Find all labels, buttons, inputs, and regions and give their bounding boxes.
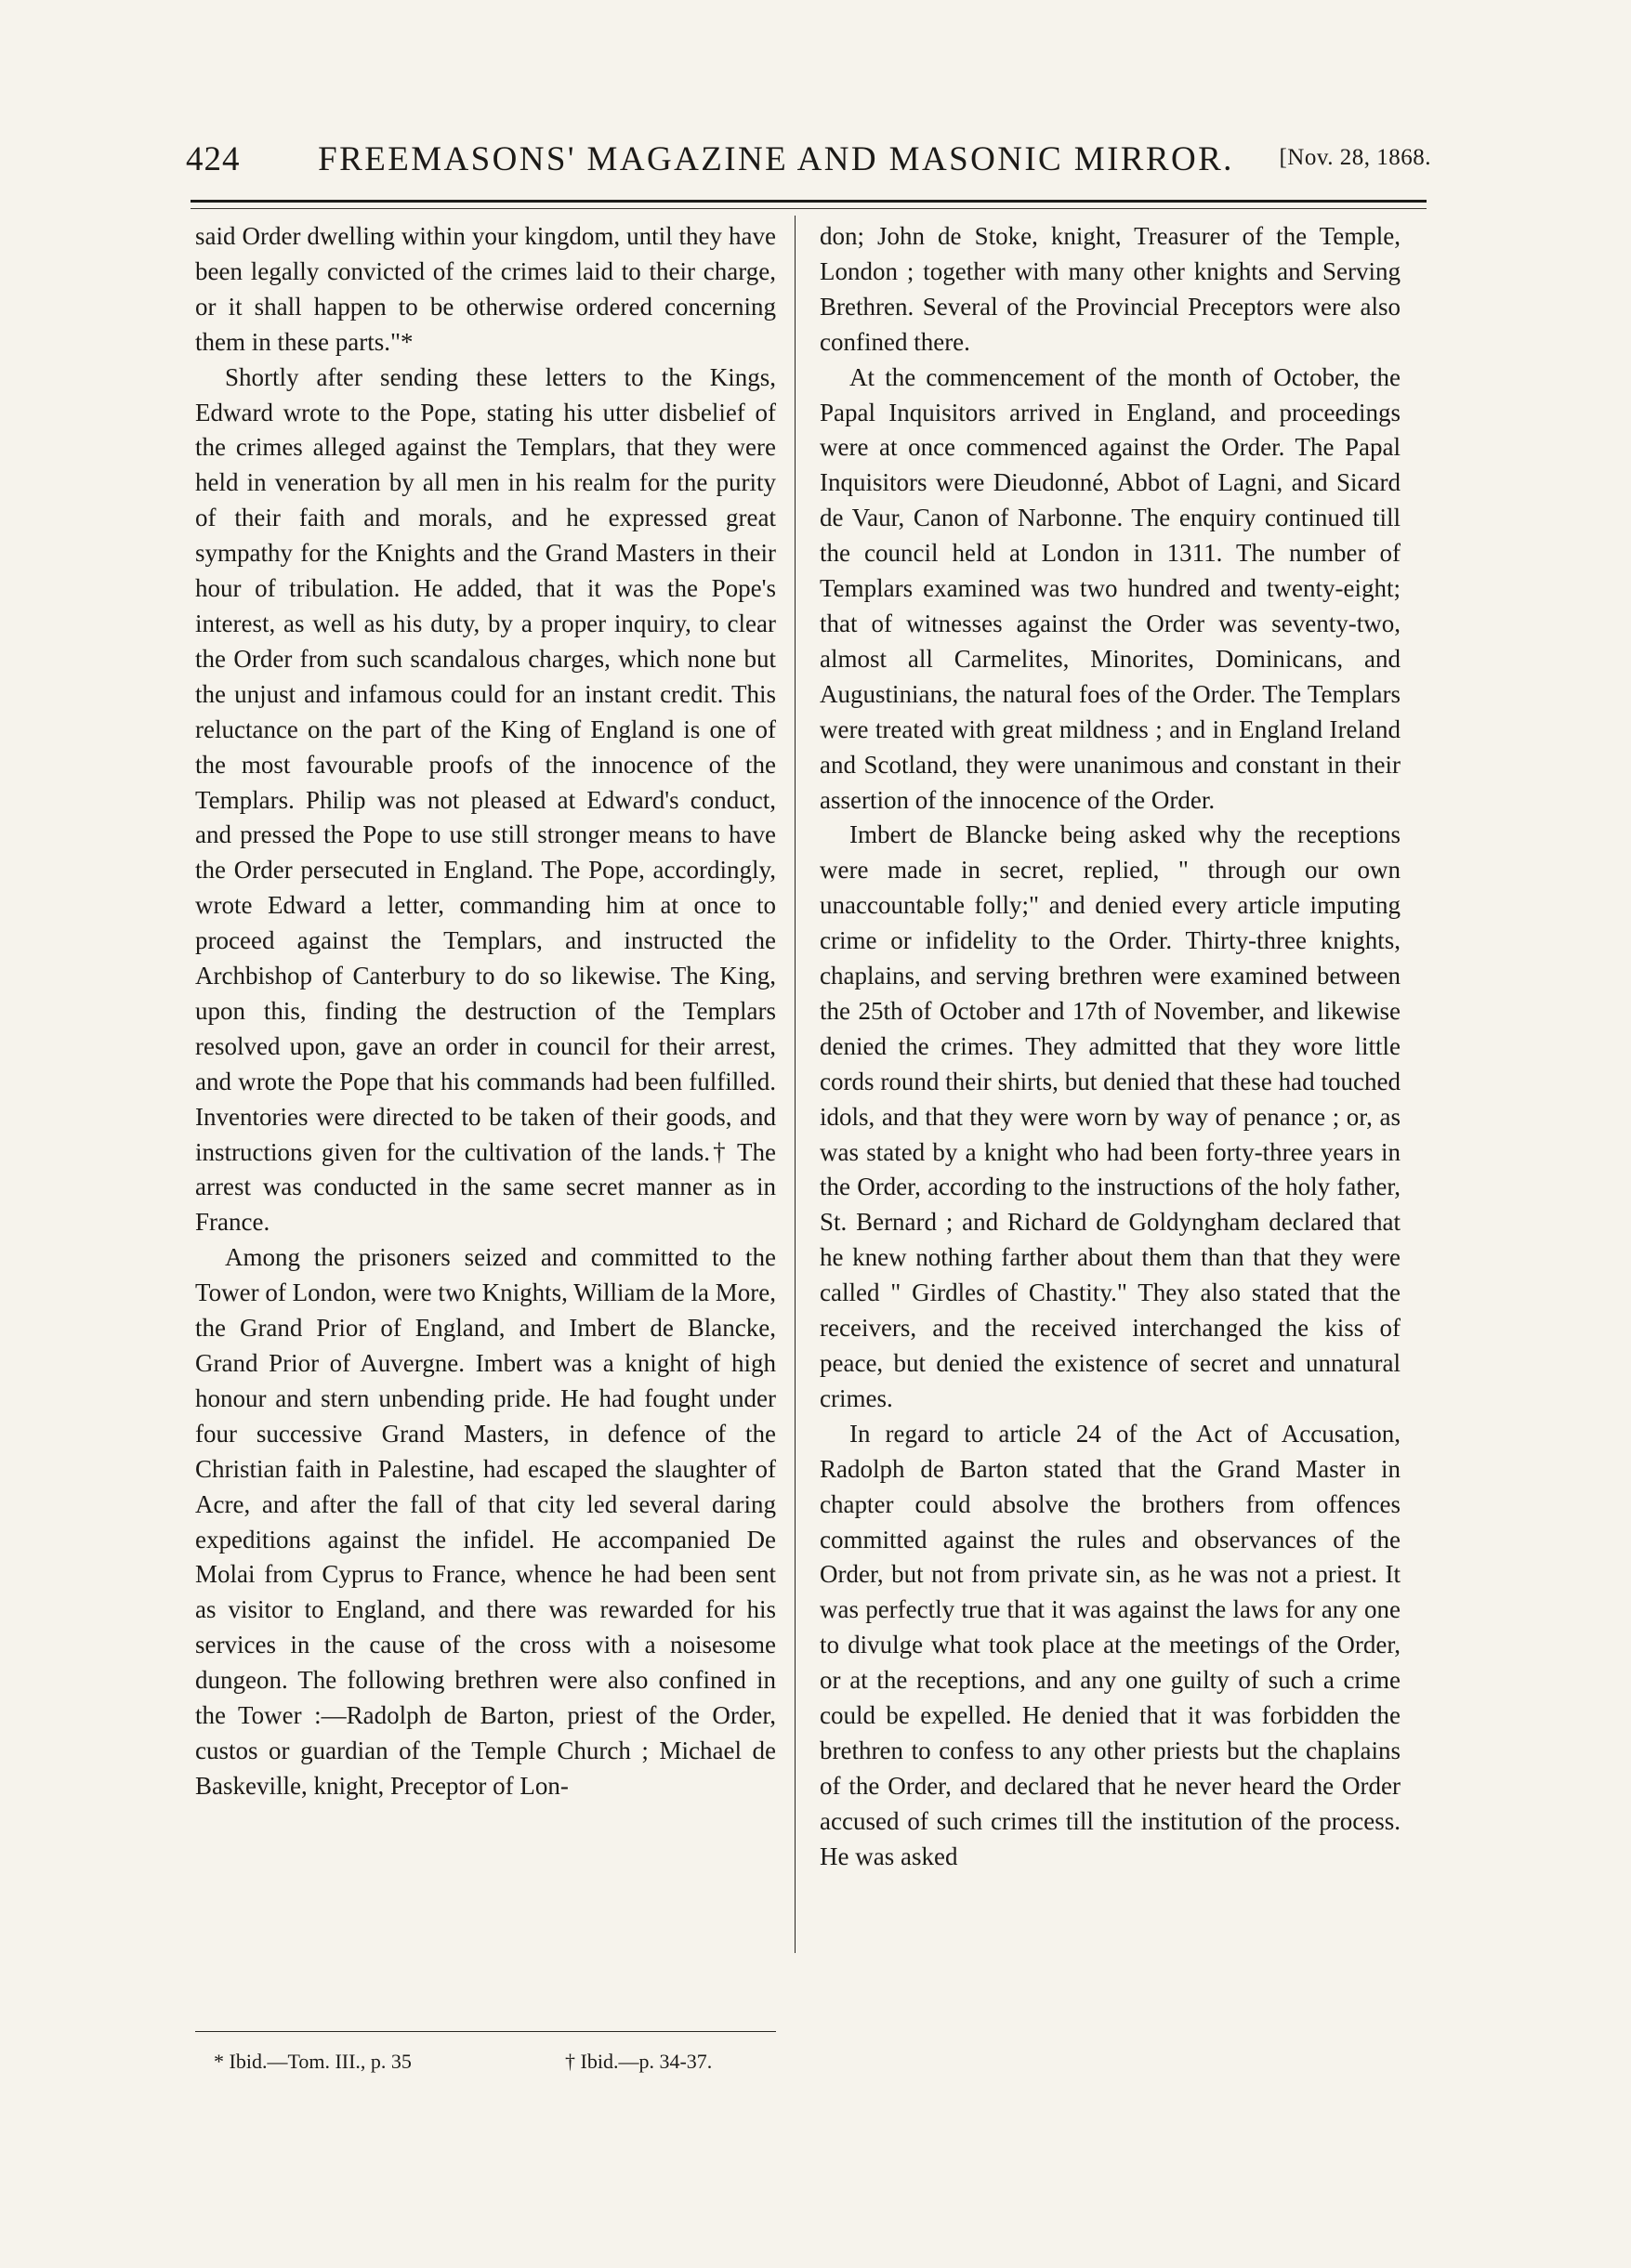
- page-number: 424: [186, 140, 241, 178]
- left-paragraph-2: Shortly after sending these letters to the Kings, Edward wrote to the Pope, stating his utter disbelief of the crimes alleged against the Templars, that they were held in veneration by all men in his realm for the purity of their faith and morals, and he expressed great sympathy for the Knights and the Grand Masters in their hour of tribulation. He added, that it was the Pope's interest, as well as his duty, by a proper inquiry, to clear the Order from such scandalous charges, which none but the unjust and infamous could for an instant credit. This reluctance on the part of the King of England is one of the most favourable proofs of the innocence of the Templars. Philip was not pleased at Edward's conduct, and pressed the Pope to use still stronger means to have the Order persecuted in England. The Pope, accordingly, wrote Edward a letter, commanding him at once to proceed against the Templars, and instructed the Archbishop of Canterbury to do so likewise. The King, upon this, finding the destruction of the Templars resolved upon, gave an order in council for their arrest, and wrote the Pope that his commands had been fulfilled. Inventories were directed to be taken of their goods, and instructions given for the cultivation of the lands.† The arrest was conducted in the same secret manner as in France.: [195, 362, 776, 1237]
- right-paragraph-4: In regard to article 24 of the Act of Accusation, Radolph de Barton stated that the Grand Master in chapter could absolve the brothers from offences committed against the rules and observances of the Order, but not from private sin, as he was not a priest. It was perfectly true that it was against the laws for any one to divulge what took place at the meetings of the Order, or at the receptions, and any one guilty of such a crime could be expelled. He denied that it was forbidden the brethren to confess to any other priests but the chaplains of the Order, and declared that he never heard the Order accused of such crimes till the institution of the process. He was asked: [820, 1419, 1401, 1870]
- left-column: [195, 219, 776, 1804]
- running-title: FREEMASONS' MAGAZINE AND MASONIC MIRROR.: [318, 140, 1234, 178]
- right-paragraph-3: Imbert de Blancke being asked why the receptions were made in secret, replied, " through our own unaccountable folly;" and denied every article imputing crime or infidelity to the Order. Thirty-three knights, chaplains, and serving brethren were examined between the 25th of October and 17th of November, and likewise denied the crimes. They admitted that they wore little cords round their shirts, but denied that these had touched idols, and that they were worn by way of penance ; or, as was stated by a knight who had been forty-three years in the Order, according to the instructions of the holy father, St. Bernard ; and Richard de Goldyngham declared that he knew nothing farther about them than that they were called " Girdles of Chastity." They also stated that the receivers, and the received interchanged the kiss of peace, but denied the existence of secret and unnatural crimes.: [820, 820, 1401, 1412]
- header-rule: [191, 200, 1427, 203]
- right-column: [820, 219, 1401, 1875]
- footnote-first: * Ibid.—Tom. III., p. 35: [214, 2050, 412, 2073]
- right-paragraph-1: don; John de Stoke, knight, Treasurer of the Temple, London ; together with many other knights and Serving Brethren. Several of the Provincial Preceptors were also confined there.: [820, 222, 1401, 356]
- footnote-second: † Ibid.—p. 34-37.: [565, 2050, 713, 2073]
- page-header: [186, 139, 1431, 191]
- column-divider: [795, 216, 796, 1953]
- right-paragraph-2: At the commencement of the month of October, the Papal Inquisitors arrived in England, and proceedings were at once commenced against the Order. The Papal Inquisitors were Dieudonné, Abbot of Lagni, and Sicard de Vaur, Canon of Narbonne. The enquiry continued till the council held at London in 1311. The number of Templars examined was two hundred and twenty-eight; that of witnesses against the Order was seventy-two, almost all Carmelites, Minorites, Dominicans, and Augustinians, the natural foes of the Order. The Templars were treated with great mildness ; and in England Ireland and Scotland, they were unanimous and constant in their assertion of the innocence of the Order.: [820, 362, 1401, 814]
- left-paragraph-3: Among the prisoners seized and committed to the Tower of London, were two Knights, William de la More, the Grand Prior of England, and Imbert de Blancke, Grand Prior of Auvergne. Imbert was a knight of high honour and stern unbending pride. He had fought under four successive Grand Masters, in defence of the Christian faith in Palestine, had escaped the slaughter of Acre, and after the fall of that city led several daring expeditions against the infidel. He accompanied De Molai from Cyprus to France, whence he had been sent as visitor to England, and there was rewarded for his services in the cause of the cross with a noisesome dungeon. The following brethren were also confined in the Tower :—Radolph de Barton, priest of the Order, custos or guardian of the Temple Church ; Michael de Baskeville, knight, Preceptor of Lon-: [195, 1243, 776, 1800]
- header-rule-thin: [191, 208, 1427, 209]
- footnote-rule: [195, 2031, 776, 2032]
- issue-date: [Nov. 28, 1868.: [1279, 145, 1431, 170]
- left-paragraph-1: said Order dwelling within your kingdom, until they have been legally convicted of the crimes laid to their charge, or it shall happen to be otherwise ordered concerning them in these parts."*: [195, 222, 776, 356]
